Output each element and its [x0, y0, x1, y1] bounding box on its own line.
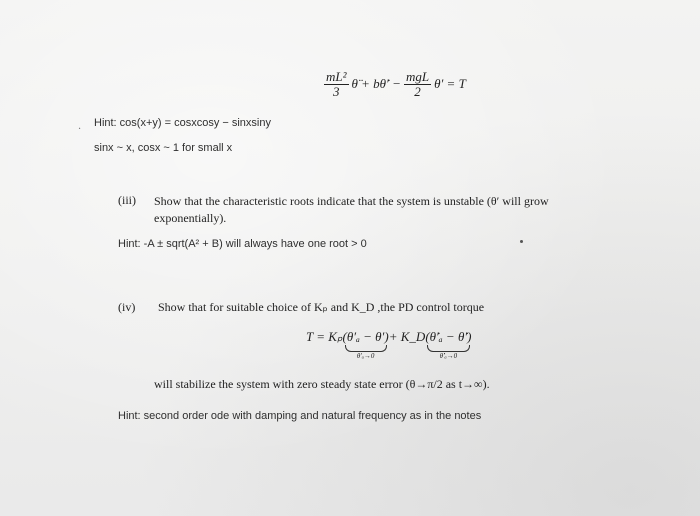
underbrace-group-1	[343, 329, 389, 361]
fraction-mgl-over-2	[404, 70, 431, 99]
underbrace	[427, 345, 469, 352]
part-iii-label: (iii)	[118, 193, 136, 207]
equation-of-motion	[324, 66, 466, 102]
equation-group: (θ′ₐ − θ′)	[342, 329, 389, 344]
fraction-denominator: 3	[333, 83, 340, 99]
equation-group: (θ̇′ₐ − θ̇′)	[425, 329, 472, 344]
part-iii-hint: Hint: -A ± sqrt(A² + B) will always have one root > 0	[118, 238, 367, 250]
part-iii-text: Show that the characteristic roots indicate that the system is unstable (θ′ will grow exponentially).	[154, 194, 549, 225]
speck	[520, 240, 523, 243]
equation-term: θ′ = T	[434, 76, 466, 91]
equation-lhs: T = Kₚ	[306, 329, 343, 344]
margin-mark: ·	[78, 124, 82, 135]
underbrace-label: θ′ₐ→0	[356, 352, 375, 360]
pd-control-equation	[306, 329, 472, 361]
underbrace-group-2	[425, 329, 471, 361]
underbrace	[345, 345, 387, 352]
equation-mid: + K_D	[388, 329, 426, 344]
part-iv-text: Show that for suitable choice of Kₚ and K_D ,the PD control torque	[158, 300, 485, 314]
fraction-ml2-over-3	[324, 70, 349, 99]
fraction-numerator: mgL	[405, 68, 430, 84]
fraction-numerator: mL²	[326, 68, 347, 84]
fraction-denominator: 2	[414, 83, 421, 99]
equation-term: θ̈ + bθ̇′ −	[351, 76, 401, 91]
part-iv-label: (iv)	[118, 300, 136, 314]
hint-small-angle: sinx ~ x, cosx ~ 1 for small x	[94, 142, 233, 154]
underbrace-label: θ̇′ₐ→0	[439, 352, 458, 360]
hint-trig-identity: Hint: cos(x+y) = cosxcosy − sinxsiny	[94, 117, 271, 129]
part-iv-text-2: will stabilize the system with zero steady state error (θ→π/2 as t→∞).	[154, 377, 490, 391]
part-iv-hint: Hint: second order ode with damping and natural frequency as in the notes	[118, 410, 482, 422]
